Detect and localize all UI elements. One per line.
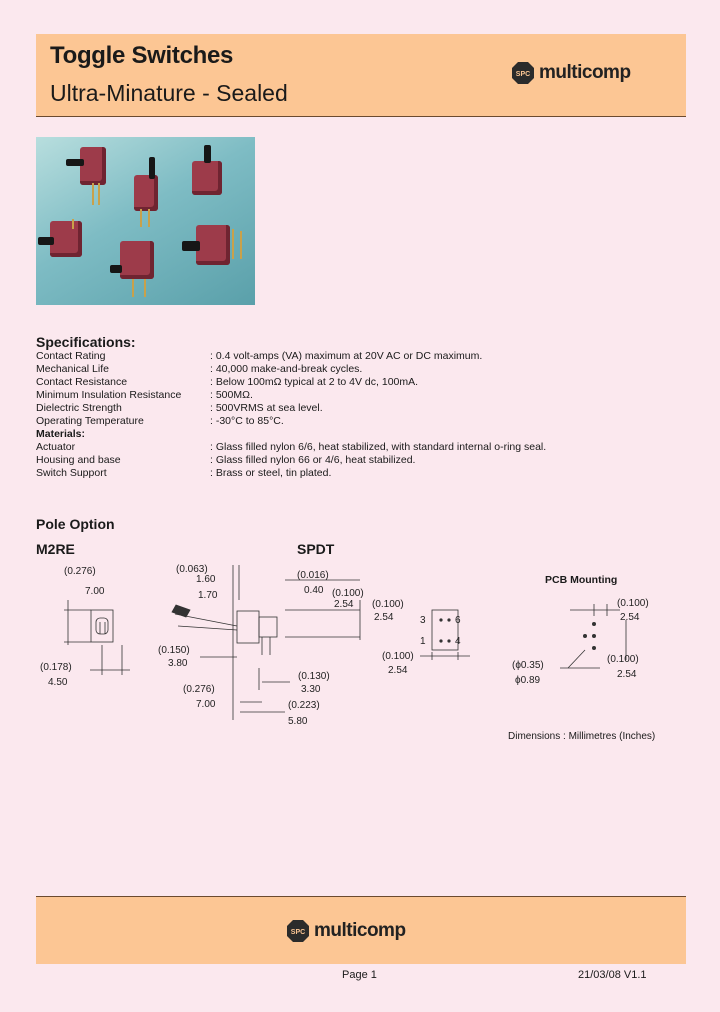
model-label: M2RE [36, 541, 75, 557]
svg-text:0.40: 0.40 [304, 585, 324, 596]
dimensions-note: Dimensions : Millimetres (Inches) [508, 731, 656, 742]
svg-text:(0.016): (0.016) [297, 570, 329, 581]
svg-text:(ϕ0.35): (ϕ0.35) [512, 660, 544, 671]
material-row: Housing and base : Glass filled nylon 66 or 4/6, heat stabilized. [36, 454, 416, 466]
material-row: Actuator : Glass filled nylon 6/6, heat stabilized, with standard internal o-ring seal. [36, 441, 547, 453]
revision-date: 21/03/08 V1.1 [578, 969, 647, 981]
svg-text:4.50: 4.50 [48, 677, 68, 688]
svg-text:(0.276): (0.276) [64, 566, 96, 577]
svg-text:6: 6 [455, 615, 461, 626]
spec-row: Minimum Insulation Resistance : 500MΩ. [36, 389, 253, 401]
spec-row: Operating Temperature : -30°C to 85°C. [36, 415, 284, 427]
svg-text:(0.100): (0.100) [332, 588, 364, 599]
spec-row: Mechanical Life : 40,000 make-and-break cycles. [36, 363, 363, 375]
footer-brand-logo [286, 919, 406, 943]
pole-option-heading: Pole Option [36, 516, 115, 532]
page-title: Toggle Switches [50, 42, 234, 69]
svg-text:SPC: SPC [515, 71, 531, 78]
svg-text:7.00: 7.00 [196, 699, 216, 710]
svg-text:1.60: 1.60 [196, 574, 216, 585]
svg-text:3.80: 3.80 [168, 658, 188, 669]
svg-text:5.80: 5.80 [288, 716, 308, 727]
page-number: Page 1 [342, 969, 377, 981]
svg-text:ϕ0.89: ϕ0.89 [515, 675, 541, 686]
spec-row: Dielectric Strength : 500VRMS at sea level. [36, 402, 323, 414]
footer-band [36, 896, 686, 964]
specifications-heading: Specifications: [36, 334, 136, 350]
pcb-mounting-heading: PCB Mounting [545, 574, 618, 586]
svg-text:2.54: 2.54 [388, 665, 408, 676]
spec-row: Contact Rating : 0.4 volt-amps (VA) maximum at 20V AC or DC maximum. [36, 350, 483, 362]
svg-text:(0.100): (0.100) [607, 654, 639, 665]
svg-text:(0.223): (0.223) [288, 700, 320, 711]
svg-text:4: 4 [455, 636, 461, 647]
footer-brand-name: multicomp [314, 920, 406, 941]
svg-text:3.30: 3.30 [301, 684, 321, 695]
svg-text:(0.130): (0.130) [298, 671, 330, 682]
pole-type-label: SPDT [297, 541, 335, 557]
spc-badge-icon [286, 919, 310, 943]
material-row: Switch Support : Brass or steel, tin plated. [36, 467, 332, 479]
svg-text:2.54: 2.54 [374, 612, 394, 623]
svg-text:(0.276): (0.276) [183, 684, 215, 695]
svg-text:(0.150): (0.150) [158, 645, 190, 656]
brand-name: multicomp [539, 62, 631, 83]
svg-text:(0.100): (0.100) [372, 599, 404, 610]
svg-text:(0.063): (0.063) [176, 564, 208, 575]
page-subtitle: Ultra-Minature - Sealed [50, 80, 288, 106]
svg-text:7.00: 7.00 [85, 586, 105, 597]
svg-text:2.54: 2.54 [620, 612, 640, 623]
svg-text:2.54: 2.54 [617, 669, 637, 680]
svg-text:3: 3 [420, 615, 426, 626]
svg-text:(0.178): (0.178) [40, 662, 72, 673]
svg-text:1: 1 [420, 636, 426, 647]
svg-text:(0.100): (0.100) [382, 651, 414, 662]
svg-text:2.54: 2.54 [334, 599, 354, 610]
svg-text:SPC: SPC [290, 929, 306, 936]
svg-text:(0.100): (0.100) [617, 598, 649, 609]
spec-row: Contact Resistance : Below 100mΩ typical at 2 to 4V dc, 100mA. [36, 376, 419, 388]
materials-heading: Materials: [36, 428, 86, 440]
svg-text:1.70: 1.70 [198, 590, 218, 601]
